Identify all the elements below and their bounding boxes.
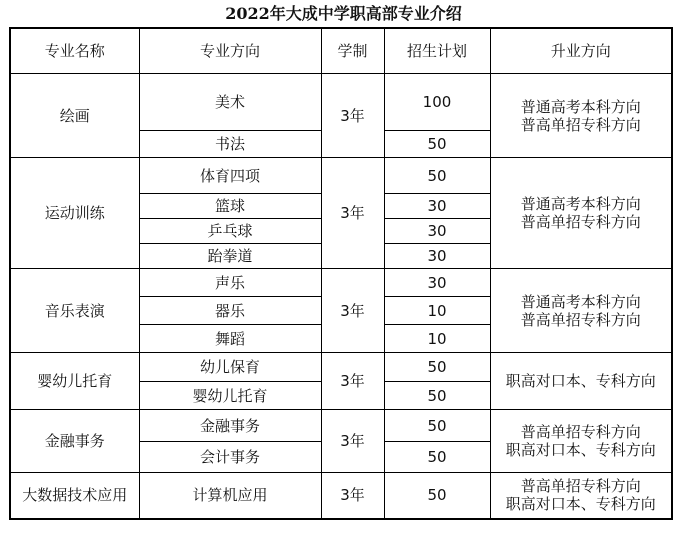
outlook-cell: 职高对口本、专科方向 — [490, 353, 672, 410]
plan-cell: 30 — [384, 194, 490, 219]
outlook-line: 普通高考本科方向 — [520, 195, 641, 213]
direction-cell: 幼儿保育 — [139, 353, 321, 382]
table-row — [10, 473, 672, 519]
header-row — [10, 28, 672, 74]
direction-cell: 声乐 — [139, 269, 321, 297]
outlook-cell — [490, 410, 672, 473]
direction-cell: 乒乓球 — [139, 219, 321, 244]
years-cell: 3年 — [321, 158, 384, 269]
header-major: 专业名称 — [10, 28, 139, 74]
table-row — [10, 410, 672, 442]
plan-cell: 50 — [384, 410, 490, 442]
outlook-line: 普通高考本科方向 — [520, 97, 641, 116]
direction-cell: 美术 — [139, 74, 321, 131]
direction-cell: 篮球 — [139, 194, 321, 219]
outlook-line: 普高单招专科方向 — [520, 115, 641, 134]
outlook-line: 职高对口本、专科方向 — [505, 441, 656, 459]
outlook-line: 普通高考本科方向 — [520, 292, 641, 311]
page-title: 2022年大成中学职高部专业介绍 — [225, 4, 462, 23]
plan-cell: 10 — [384, 325, 490, 353]
program-table — [9, 27, 673, 520]
major-name: 运动训练 — [10, 158, 139, 269]
major-name: 绘画 — [10, 74, 139, 158]
plan-cell: 100 — [384, 74, 490, 131]
major-name: 金融事务 — [10, 410, 139, 473]
plan-cell: 30 — [384, 269, 490, 297]
direction-cell: 婴幼儿托育 — [139, 382, 321, 410]
direction-cell: 跆拳道 — [139, 244, 321, 269]
major-name: 婴幼儿托育 — [10, 353, 139, 410]
major-name: 音乐表演 — [10, 269, 139, 353]
plan-cell: 50 — [384, 473, 490, 519]
plan-cell: 30 — [384, 219, 490, 244]
outlook-cell — [490, 269, 672, 353]
outlook-cell — [490, 158, 672, 269]
header-years: 学制 — [321, 28, 384, 74]
table-row — [10, 269, 672, 297]
header-direction: 专业方向 — [139, 28, 321, 74]
plan-cell: 50 — [384, 131, 490, 158]
direction-cell: 会计事务 — [139, 442, 321, 473]
direction-cell: 器乐 — [139, 297, 321, 325]
direction-cell: 金融事务 — [139, 410, 321, 442]
direction-cell: 书法 — [139, 131, 321, 158]
plan-cell: 50 — [384, 353, 490, 382]
outlook-cell — [490, 74, 672, 158]
header-plan: 招生计划 — [384, 28, 490, 74]
major-name: 大数据技术应用 — [10, 473, 139, 519]
plan-cell: 50 — [384, 442, 490, 473]
outlook-cell — [490, 473, 672, 519]
outlook-line: 普高单招专科方向 — [520, 423, 641, 441]
years-cell: 3年 — [321, 410, 384, 473]
table-row — [10, 158, 672, 194]
years-cell: 3年 — [321, 74, 384, 158]
plan-cell: 50 — [384, 158, 490, 194]
outlook-line: 普高单招专科方向 — [520, 477, 641, 496]
years-cell: 3年 — [321, 269, 384, 353]
header-outlook: 升业方向 — [490, 28, 672, 74]
plan-cell: 10 — [384, 297, 490, 325]
plan-cell: 30 — [384, 244, 490, 269]
outlook-line: 普高单招专科方向 — [520, 310, 641, 329]
years-cell: 3年 — [321, 353, 384, 410]
direction-cell: 体育四项 — [139, 158, 321, 194]
outlook-line: 职高对口本、专科方向 — [505, 495, 656, 514]
outlook-line: 普高单招专科方向 — [520, 213, 641, 231]
direction-cell: 计算机应用 — [139, 473, 321, 519]
table-row — [10, 74, 672, 131]
plan-cell: 50 — [384, 382, 490, 410]
table-row — [10, 353, 672, 382]
direction-cell: 舞蹈 — [139, 325, 321, 353]
years-cell: 3年 — [321, 473, 384, 519]
